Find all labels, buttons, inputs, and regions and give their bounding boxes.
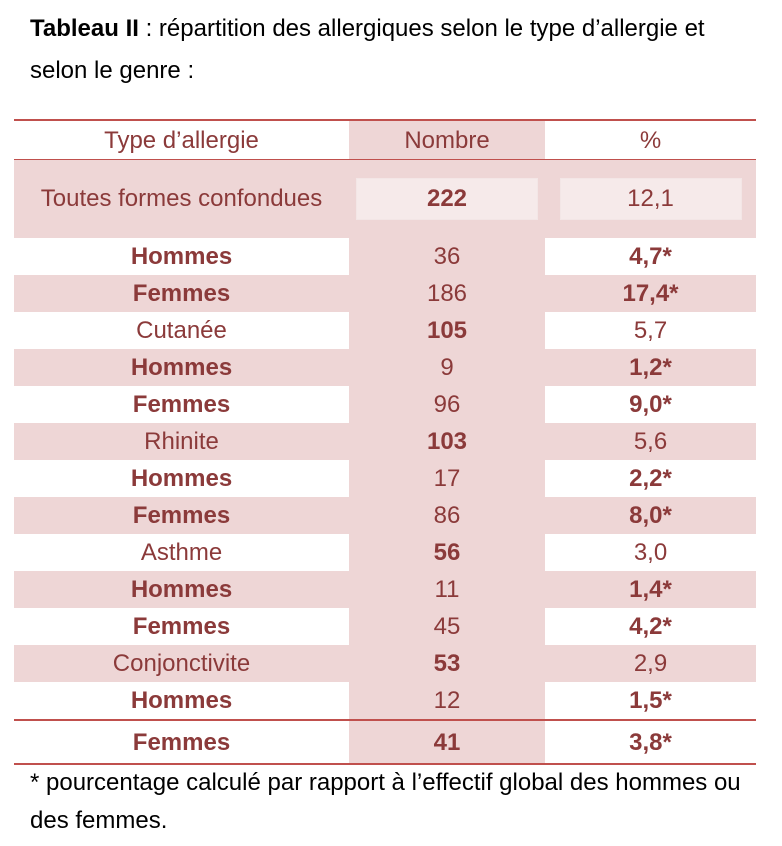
cell-type: Femmes <box>132 391 231 418</box>
cell-nombre: 105 <box>349 312 545 349</box>
table-row <box>14 645 756 682</box>
table-row <box>14 608 756 645</box>
cell-nombre: 53 <box>349 645 545 682</box>
header-type: Type d’allergie <box>14 120 349 160</box>
cell-pct: 2,9 <box>545 645 756 682</box>
header-pct: % <box>545 120 756 160</box>
table-row <box>14 682 756 720</box>
cell-type: Conjonctivite <box>14 645 349 682</box>
cell-nombre: 86 <box>349 497 545 534</box>
cell-nombre: 17 <box>349 460 545 497</box>
cell-pct: 5,6 <box>545 423 756 460</box>
cell-nombre: 96 <box>349 386 545 423</box>
table-row <box>14 238 756 275</box>
cell-pct: 9,0* <box>629 391 672 418</box>
header-nombre: Nombre <box>349 120 545 160</box>
table-row <box>14 275 756 312</box>
cell-pct: 1,4* <box>545 571 756 608</box>
cell-nombre <box>349 160 545 239</box>
table-row <box>14 423 756 460</box>
table-header-row <box>14 120 756 160</box>
table-row <box>14 534 756 571</box>
cell-nombre: 45 <box>349 608 545 645</box>
table-row <box>14 720 756 764</box>
cell-type: Femmes <box>14 275 349 312</box>
allergy-table <box>14 119 756 765</box>
cell-type: Hommes <box>130 465 233 492</box>
cell-type: Hommes <box>14 571 349 608</box>
cell-type: Femmes <box>132 613 231 640</box>
cell-pct <box>545 160 756 239</box>
cell-pct: 4,7* <box>629 243 672 270</box>
cell-type: Asthme <box>140 539 223 566</box>
table-row <box>14 571 756 608</box>
table-caption <box>30 8 760 92</box>
cell-nombre: 186 <box>349 275 545 312</box>
table-row <box>14 160 756 239</box>
cell-nombre: 9 <box>349 349 545 386</box>
cell-nombre: 11 <box>349 571 545 608</box>
caption-text: : répartition des allergiques selon le type d’allergie et selon le genre : <box>30 15 705 84</box>
cell-pct-value: 12,1 <box>560 178 742 220</box>
cell-pct: 17,4* <box>545 275 756 312</box>
cell-pct: 1,5* <box>629 687 672 714</box>
cell-type: Hommes <box>14 349 349 386</box>
cell-type: Rhinite <box>14 423 349 460</box>
caption-label: Tableau II <box>30 15 139 42</box>
cell-pct: 4,2* <box>629 613 672 640</box>
cell-type: Femmes <box>14 497 349 534</box>
cell-nombre: 36 <box>349 238 545 275</box>
table-row <box>14 312 756 349</box>
cell-pct: 8,0* <box>545 497 756 534</box>
cell-pct: 3,8* <box>545 720 756 764</box>
cell-type: Hommes <box>130 687 233 714</box>
cell-type: Femmes <box>14 720 349 764</box>
cell-type: Hommes <box>130 243 233 270</box>
cell-pct: 1,2* <box>545 349 756 386</box>
cell-nombre: 56 <box>349 534 545 571</box>
cell-pct: 3,0 <box>633 539 668 566</box>
cell-pct: 2,2* <box>629 465 672 492</box>
table-footnote: * pourcentage calculé par rapport à l’effectif global des hommes ou des femmes. <box>30 769 741 834</box>
table-row <box>14 497 756 534</box>
table-row <box>14 460 756 497</box>
table-row <box>14 349 756 386</box>
cell-nombre: 103 <box>349 423 545 460</box>
table-row <box>14 386 756 423</box>
cell-nombre: 12 <box>349 682 545 720</box>
cell-nombre: 41 <box>349 720 545 764</box>
cell-nombre-value: 222 <box>356 178 538 220</box>
cell-type: Cutanée <box>136 317 227 344</box>
cell-pct: 5,7 <box>633 317 668 344</box>
cell-type: Toutes formes confondues <box>14 160 349 239</box>
